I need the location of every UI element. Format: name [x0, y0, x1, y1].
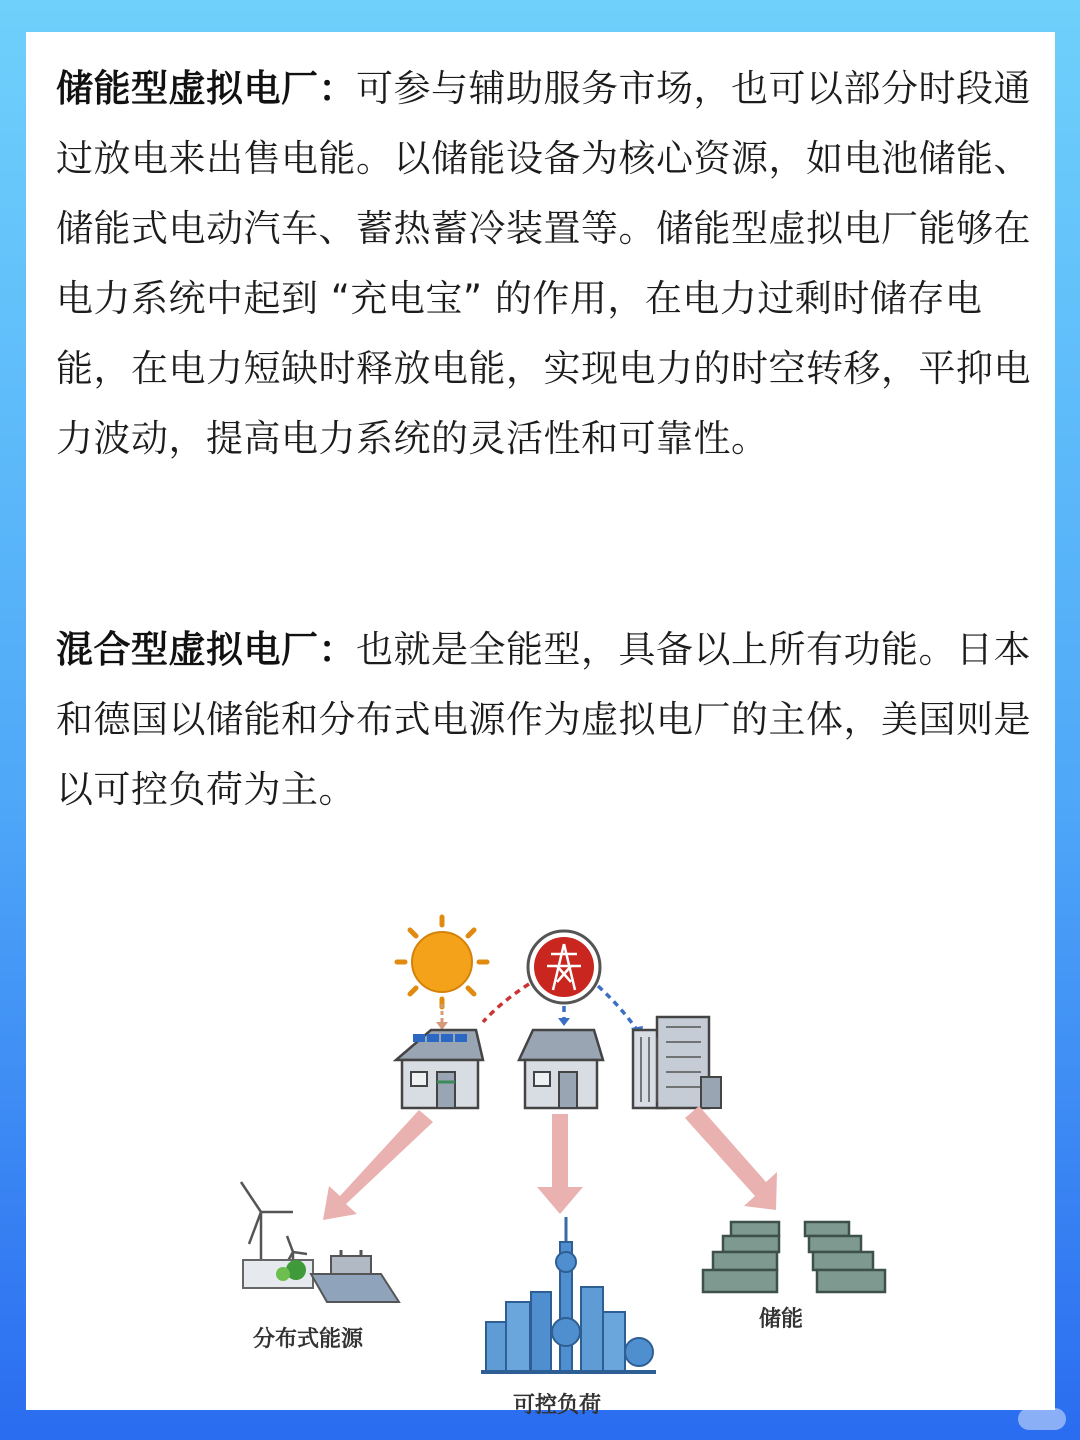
- vpp-diagram: [201, 882, 921, 1418]
- sun-to-house-arrow: [436, 1004, 448, 1030]
- paragraph-heading: 混合型虚拟电厂：: [56, 628, 356, 671]
- flow-arrows: [323, 1106, 777, 1220]
- sun-icon: [397, 917, 487, 1007]
- paragraph-hybrid-vpp: [56, 615, 1031, 825]
- paragraph-storage-vpp: [56, 54, 1031, 474]
- label-controllable-load: 可控负荷: [513, 1393, 602, 1418]
- content-card: [26, 32, 1055, 1418]
- office-building-icon: [633, 1017, 721, 1108]
- watermark-badge: [1018, 1408, 1066, 1430]
- battery-storage-icon: [703, 1222, 885, 1292]
- power-grid-icon: [528, 931, 600, 1003]
- label-distributed-energy: 分布式能源: [253, 1327, 364, 1352]
- paragraph-body: 也就是全能型，具备以上所有功能。日本和德国以储能和分布式电源作为虚拟电厂的主体，美国则是以可控负荷为主。: [56, 628, 1031, 811]
- solar-farm-icon: [243, 1250, 399, 1302]
- paragraph-body: 可参与辅助服务市场，也可以部分时段通过放电来出售电能。以储能设备为核心资源，如电池储能、储能式电动汽车、蓄热蓄冷装置等。储能型虚拟电厂能够在电力系统中起到 “充电宝” 的作用，在电力过剩时储存电能，在电力短缺时释放电能，实现电力的时空转移，平抑电力波动，提高电力系统的灵活性和可靠性。: [56, 67, 1031, 460]
- house-icon: [519, 1030, 603, 1108]
- paragraph-heading: 储能型虚拟电厂：: [56, 67, 356, 110]
- label-energy-storage: 储能: [759, 1307, 804, 1332]
- city-skyline-icon: [481, 1217, 656, 1374]
- arrow-head: [558, 1018, 570, 1026]
- solar-house-icon: [396, 1030, 483, 1108]
